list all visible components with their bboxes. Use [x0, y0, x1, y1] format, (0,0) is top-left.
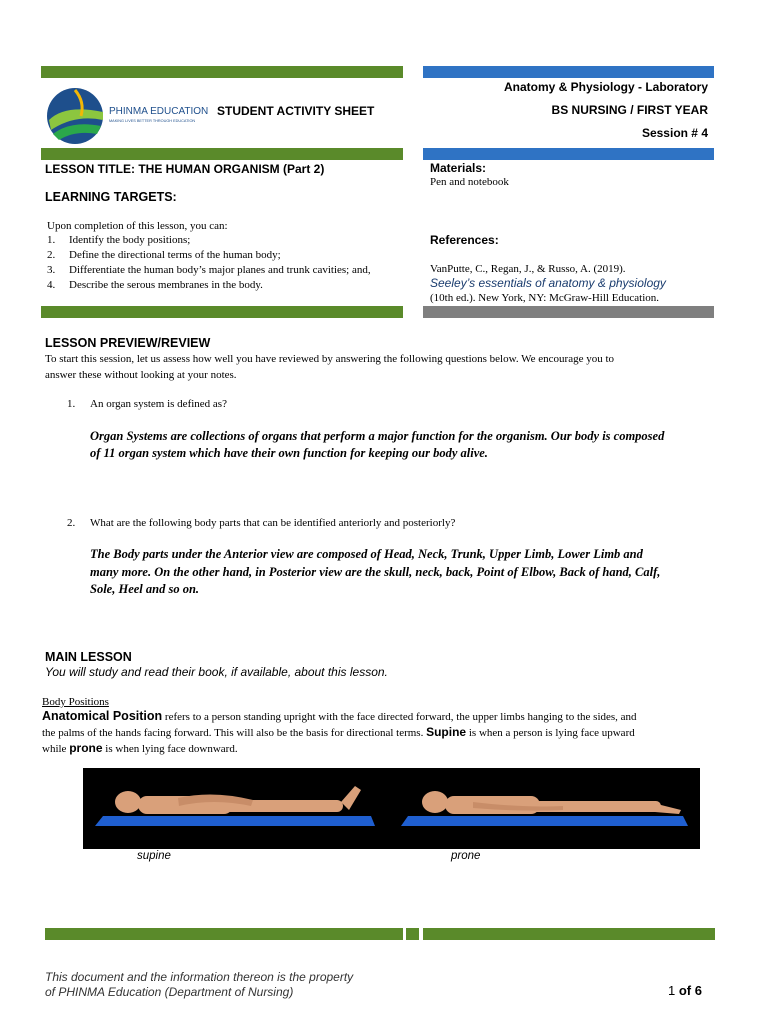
question-text: What are the following body parts that can be identified anteriorly and posteriorly? — [90, 517, 456, 529]
preview-heading: LESSON PREVIEW/REVIEW — [45, 336, 211, 350]
targets-intro: Upon completion of this lesson, you can: — [47, 220, 228, 232]
session-label: Session # 4 — [641, 126, 708, 140]
body-positions-paragraph-line-3: while prone is when lying face downward. — [42, 741, 238, 755]
learning-targets-list — [47, 233, 377, 293]
prone-figure — [422, 791, 681, 814]
course-title: Anatomy & Physiology - Laboratory — [503, 80, 708, 94]
target-item: 1. Identify the body positions; — [47, 234, 191, 246]
target-item: 3. Differentiate the human body’s major planes and trunk cavities; and, — [47, 264, 371, 276]
lesson-green-bar — [41, 148, 403, 160]
page-total: of 6 — [678, 983, 702, 998]
body-positions-paragraph-line-1: Anatomical Position refers to a person standing upright with the face directed forward, the upper limbs hanging to the sides, and — [42, 709, 637, 723]
answer-line: Sole, Heel and so on. — [90, 582, 200, 596]
question-number: 2. — [67, 517, 76, 529]
section-title-body-positions: Body Positions — [42, 696, 109, 708]
materials-blue-bar — [423, 148, 714, 160]
page-number — [668, 983, 702, 998]
footer-line-2: of PHINMA Education (Department of Nursing) — [45, 985, 294, 999]
page-current: 1 — [668, 983, 676, 998]
answer-line: Organ Systems are collections of organs that perform a major function for the organism. Our body is composed — [90, 429, 665, 443]
target-item: 4. Describe the serous membranes in the body. — [47, 279, 263, 291]
term-prone: prone — [69, 741, 103, 755]
term-anatomical-position: Anatomical Position — [42, 709, 163, 723]
reference-line-3: (10th ed.). New York, NY: McGraw-Hill Education. — [430, 292, 660, 304]
header-blue-bar — [423, 66, 714, 78]
answer-line: of 11 organ system which have their own function for keeping our body alive. — [90, 446, 488, 460]
phinma-logo-icon — [45, 86, 107, 148]
caption-supine: supine — [137, 850, 171, 862]
materials-text: Pen and notebook — [430, 176, 509, 188]
reference-line-1: VanPutte, C., Regan, J., & Russo, A. (2019). — [430, 263, 626, 275]
prone-mat — [401, 816, 688, 826]
supine-figure — [115, 786, 361, 814]
answer-line: many more. On the other hand, in Posterior view are the skull, neck, back, Point of Elbow, Back of hand, Calf, — [90, 565, 661, 579]
term-supine: Supine — [426, 725, 467, 739]
targets-green-bar — [41, 306, 403, 318]
body-positions-illustration — [83, 768, 700, 849]
materials-heading: Materials: — [430, 161, 487, 175]
caption-prone: prone — [451, 850, 481, 862]
main-lesson-heading: MAIN LESSON — [45, 650, 132, 664]
logo-tagline: MAKING LIVES BETTER THROUGH EDUCATION — [109, 119, 196, 123]
main-lesson-subtitle: You will study and read their book, if available, about this lesson. — [45, 665, 388, 679]
phinma-logo — [45, 86, 209, 148]
body-positions-paragraph-line-2: the palms of the hands facing forward. This will also be the basis for directional terms. Supine is when a person is lying face upward — [42, 725, 635, 739]
preview-intro-line-1: To start this session, let us assess how well you have reviewed by answering the following questions below. We encourage you to — [45, 353, 615, 365]
supine-mat — [95, 816, 375, 826]
answer-line: The Body parts under the Anterior view are composed of Head, Neck, Trunk, Upper Limb, Lower Limb and — [90, 547, 643, 561]
learning-targets-heading: LEARNING TARGETS: — [45, 190, 177, 204]
lesson-title: LESSON TITLE: THE HUMAN ORGANISM (Part 2) — [45, 162, 325, 176]
program-label: BS NURSING / FIRST YEAR — [551, 103, 708, 117]
footer-green-bar-right — [423, 928, 715, 940]
question-number: 1. — [67, 398, 76, 410]
reference-line-2: Seeley’s essentials of anatomy & physiology — [430, 276, 666, 290]
references-gray-bar — [423, 306, 714, 318]
footer-line-1: This document and the information thereon is the property — [45, 970, 354, 984]
target-item: 2. Define the directional terms of the human body; — [47, 249, 281, 261]
logo-name: PHINMA EDUCATION — [109, 106, 209, 117]
body-positions-figure — [83, 768, 700, 849]
header-green-bar — [41, 66, 403, 78]
question-text: An organ system is defined as? — [90, 398, 227, 410]
footer-green-bar-left — [45, 928, 403, 940]
footer-green-bar-mid — [406, 928, 419, 940]
references-heading: References: — [430, 233, 499, 247]
preview-intro-line-2: answer these without looking at your notes. — [45, 369, 237, 381]
sheet-title: STUDENT ACTIVITY SHEET — [217, 104, 375, 118]
